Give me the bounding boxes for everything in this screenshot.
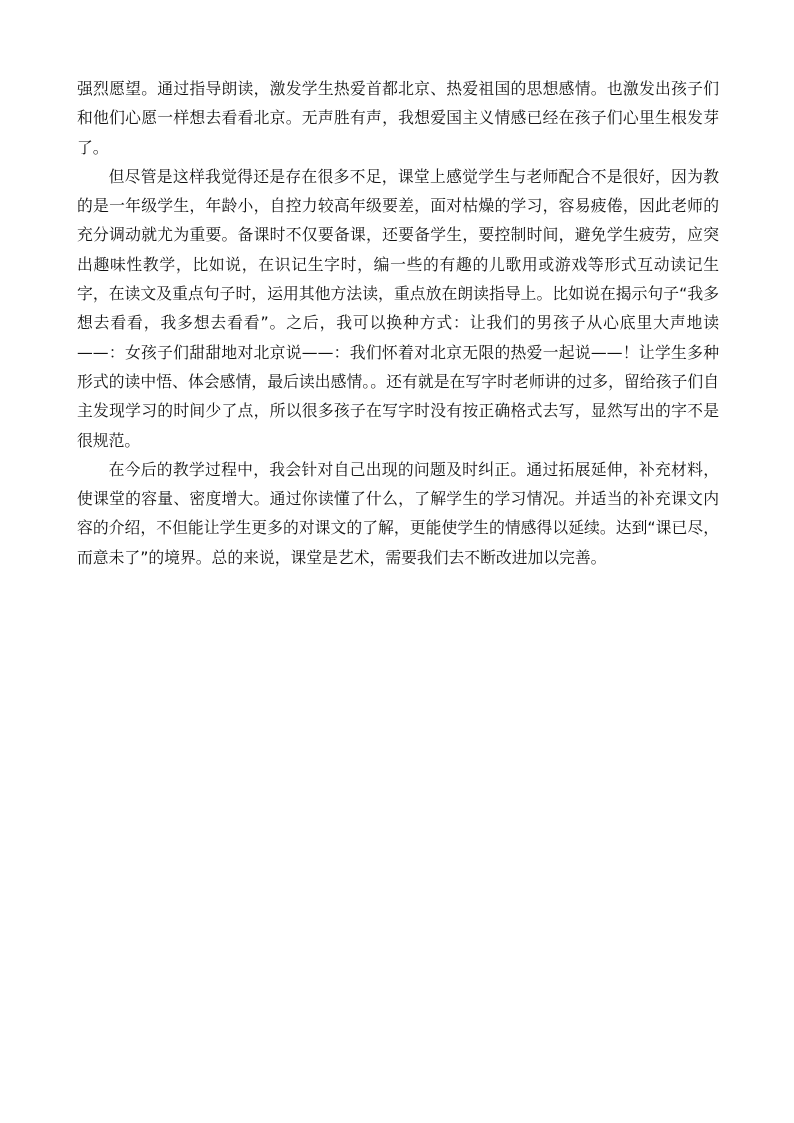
document-page <box>77 74 719 572</box>
paragraph-shortcomings: 但尽管是这样我觉得还是存在很多不足，课堂上感觉学生与老师配合不是很好，因为教的是一年级学生，年龄小，自控力较高年级要差，面对枯燥的学习，容易疲倦，因此老师的充分调动就尤为重要。备课时不仅要备课，还要备学生，要控制时间，避免学生疲劳，应突出趣味性教学，比如说，在识记生字时，编一些的有趣的儿歌用或游戏等形式互动读记生字，在读文及重点句子时，运用其他方法读，重点放在朗读指导上。比如说在揭示句子“我多想去看看，我多想去看看”。之后，我可以换种方式：让我们的男孩子从心底里大声地读——：女孩子们甜甜地对北京说——：我们怀着对北京无限的热爱一起说——！让学生多种形式的读中悟、体会感情，最后读出感情。。还有就是在写字时老师讲的过多，留给孩子们自主发现学习的时间少了点，所以很多孩子在写字时没有按正确格式去写，显然写出的字不是很规范。 <box>77 166 719 450</box>
paragraph-continuation: 强烈愿望。通过指导朗读，激发学生热爱首都北京、热爱祖国的思想感情。也激发出孩子们和他们心愿一样想去看看北京。无声胜有声，我想爱国主义情感已经在孩子们心里生根发芽了。 <box>77 79 719 157</box>
paragraph-improvements: 在今后的教学过程中，我会针对自己出现的问题及时纠正。通过拓展延伸，补充材料，使课堂的容量、密度增大。通过你读懂了什么，了解学生的学习情况。并适当的补充课文内容的介绍，不但能让学生更多的对课文的了解，更能使学生的情感得以延续。达到“课已尽，而意未了”的境界。总的来说，课堂是艺术，需要我们去不断改进加以完善。 <box>77 459 719 567</box>
